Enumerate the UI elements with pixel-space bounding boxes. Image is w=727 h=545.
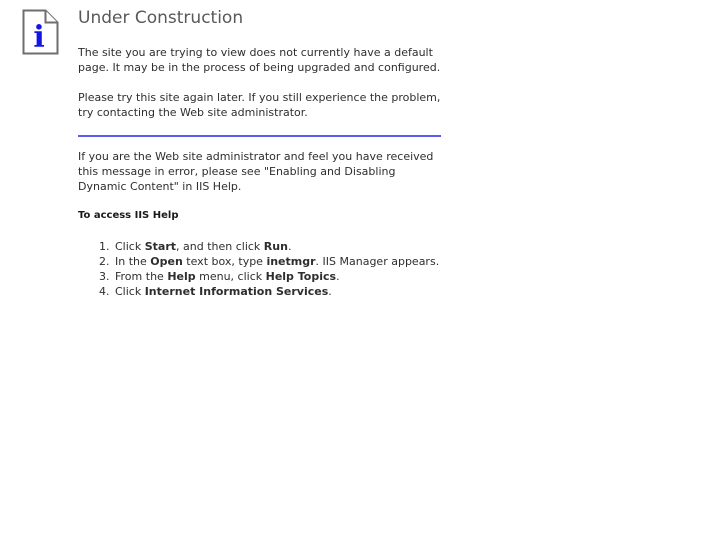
help-step-3: 3. From the Help menu, click Help Topics.: [113, 269, 441, 284]
help-heading: To access IIS Help: [78, 210, 179, 221]
page-title: Under Construction: [78, 8, 244, 28]
divider-rule: [78, 135, 441, 137]
retry-paragraph: Please try this site again later. If you still experience the problem, try contacting the Web site administrator.: [78, 91, 441, 119]
intro-paragraph: The site you are trying to view does not currently have a default page. It may be in the process of being upgraded and configured.: [78, 46, 441, 74]
info-icon: i: [33, 20, 45, 55]
help-step-1: 1. Click Start, and then click Run.: [113, 239, 441, 254]
help-steps-list: [78, 239, 441, 299]
message-column: [78, 8, 441, 299]
info-document-icon: [22, 9, 59, 55]
help-step-2: 2. In the Open text box, type inetmgr. IIS Manager appears.: [113, 254, 441, 269]
admin-paragraph: If you are the Web site administrator and feel you have received this message in error, please see "Enabling and Disabling Dynamic Content" in IIS Help.: [78, 150, 434, 193]
help-step-4: 4. Click Internet Information Services.: [113, 284, 441, 299]
